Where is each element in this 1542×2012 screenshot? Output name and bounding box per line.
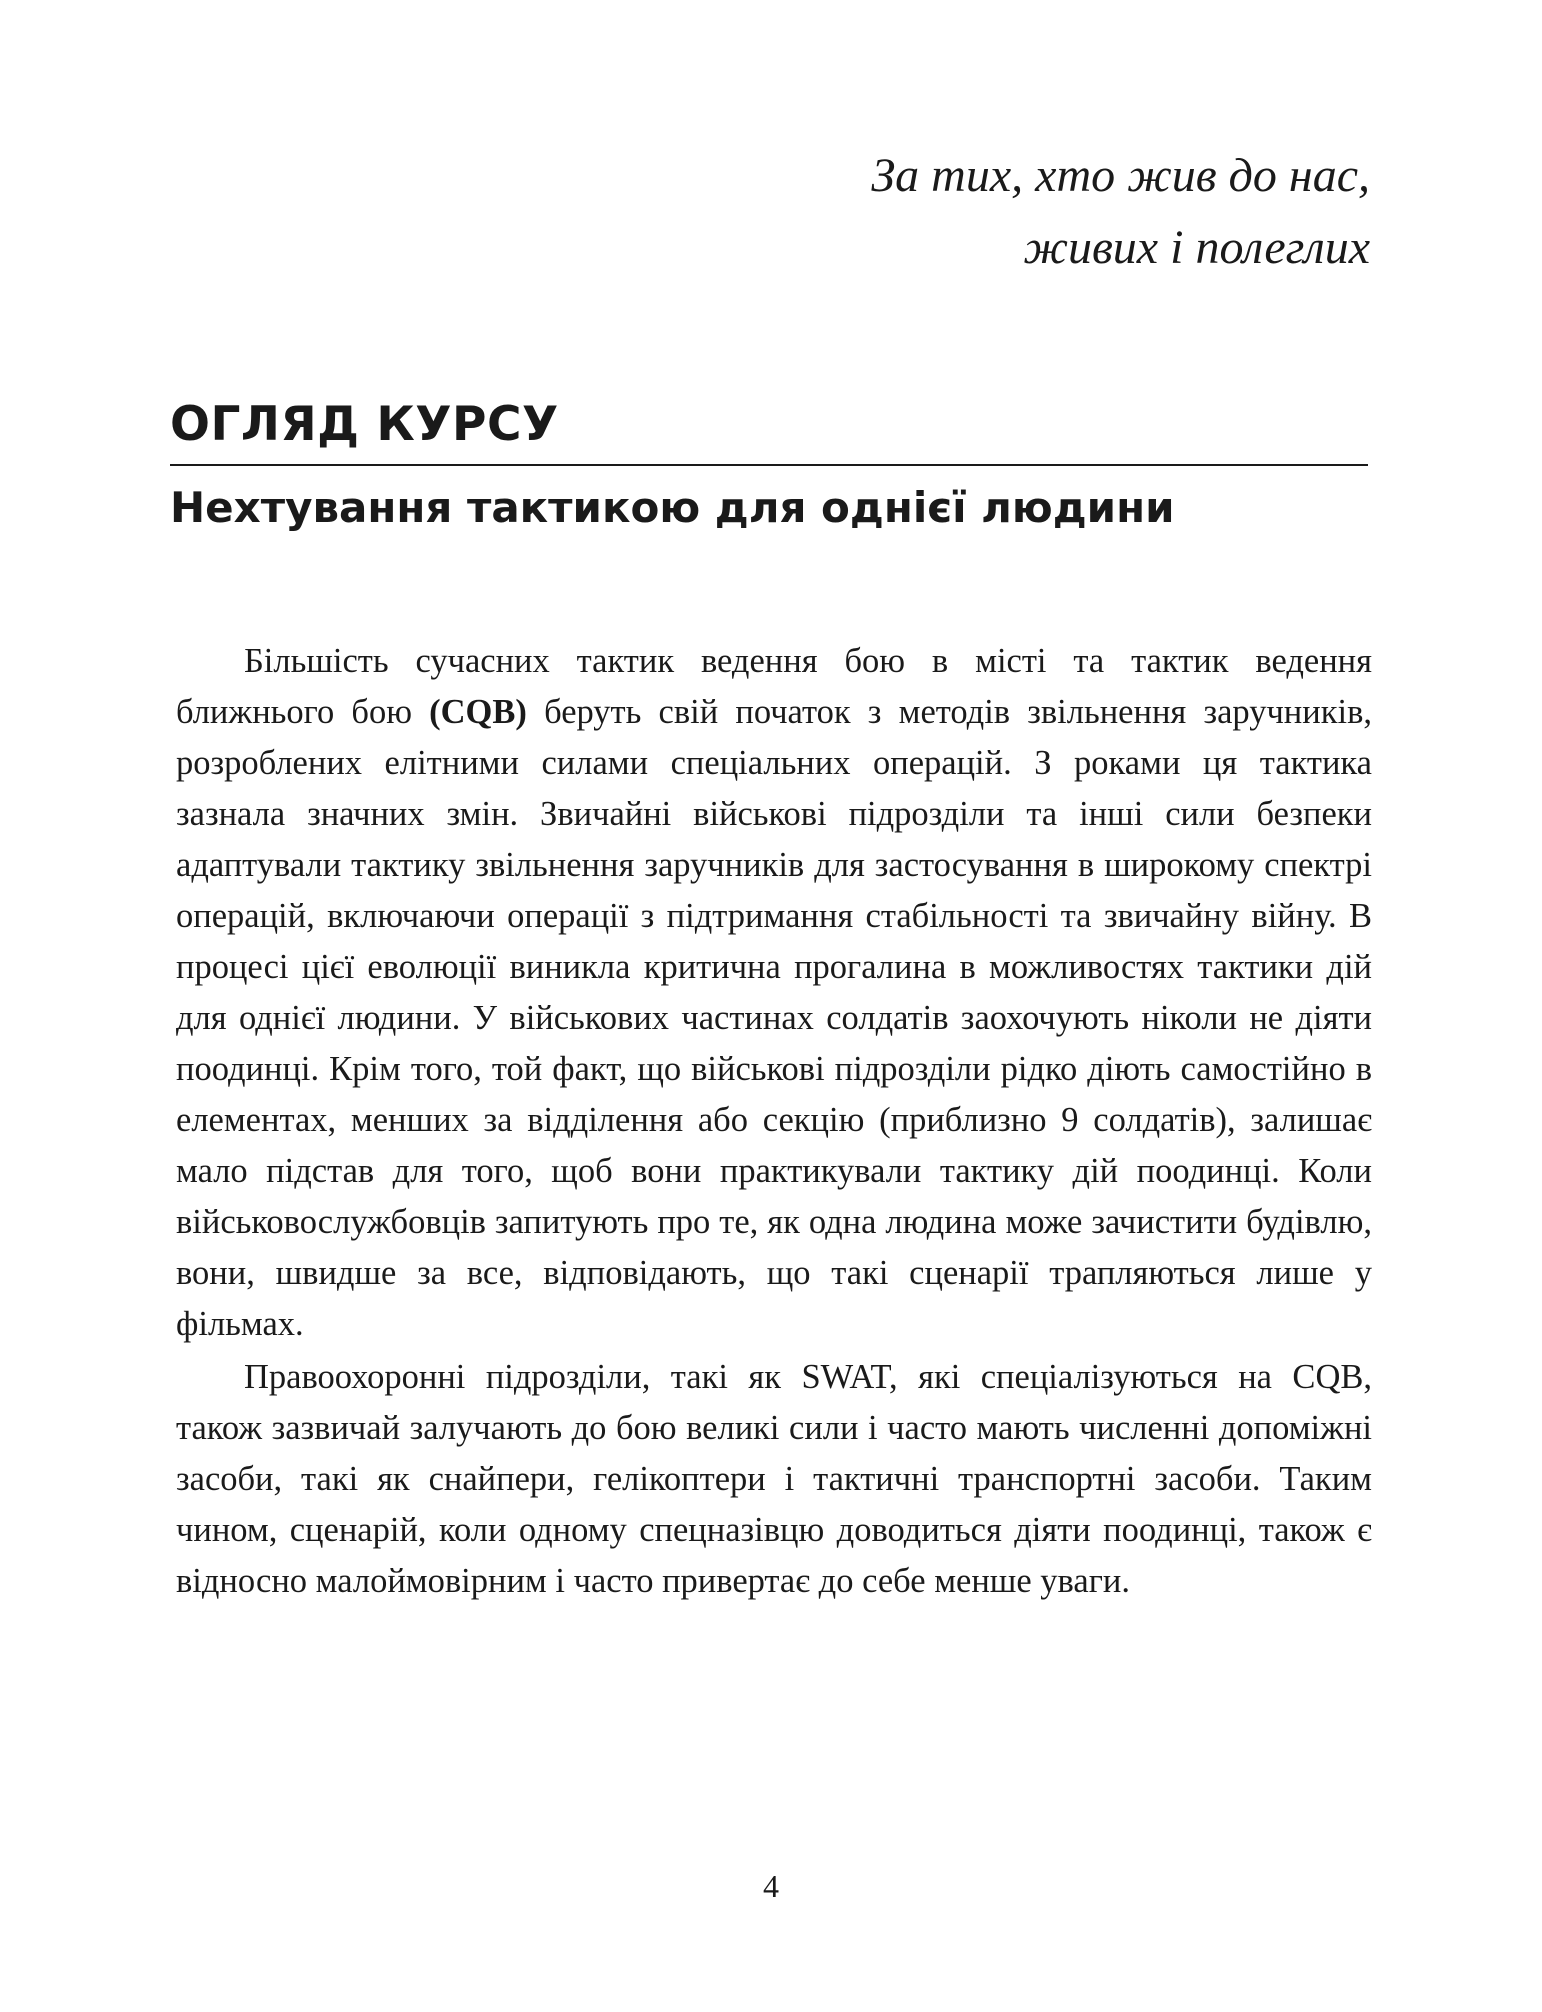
section-heading xyxy=(170,396,1370,538)
cqb-abbreviation: (CQB) xyxy=(429,693,527,731)
course-subtitle: Нехтування тактикою для однієї людини xyxy=(170,483,1175,532)
paragraph-2: Правоохоронні підрозділи, такі як SWAT, які спеціалізуються на CQB, також зазвичай залучають до бою великі сили і часто мають численні допоміжні засоби, такі як снайпери, гелікоптери і тактичні транспортні засоби. Таким чином, сценарій, коли одному спецназівцю доводиться діяти поодинці, також є відносно малоймовірним і часто привертає до себе менше уваги. xyxy=(176,1358,1372,1600)
heading-divider xyxy=(170,464,1368,466)
paragraph-1 xyxy=(176,636,1372,1350)
epigraph-line-1: За тих, хто жив до нас, xyxy=(871,149,1370,202)
epigraph xyxy=(871,140,1370,284)
paragraph-1-rest: беруть свій початок з методів звільнення заручників, розроблених елітними силами спеціальних операцій. З роками ця тактика зазнала значних змін. Звичайні військові підрозділи та інші сили безпеки адаптували тактику звільнення заручників для застосування в широкому спектрі операцій, включаючи операції з підтримання стабільності та звичайну війну. В процесі цієї еволюції виникла критична прогалина в можливостях тактики дій для однієї людини. У військових частинах солдатів заохочують ніколи не діяти поодинці. Крім того, той факт, що військові підрозділи рідко діють самостійно в елементах, менших за відділення або секцію (приблизно 9 солдатів), залишає мало підстав для того, щоб вони практикували тактику дій поодинці. Коли військовослужбовців запитують про те, як одна людина може зачистити будівлю, вони, швидше за все, відповідають, що такі сценарії трапляються лише у фільмах. xyxy=(176,693,1372,1343)
page-number: 4 xyxy=(763,1868,779,1904)
course-title: ОГЛЯД КУРСУ xyxy=(170,397,559,452)
epigraph-line-2: живих і полеглих xyxy=(1023,221,1370,274)
paragraph-1-start: Більшість сучасних тактик ведення бою в місті та тактик ведення ближнього бою xyxy=(176,642,1372,731)
body-text xyxy=(176,636,1372,1607)
